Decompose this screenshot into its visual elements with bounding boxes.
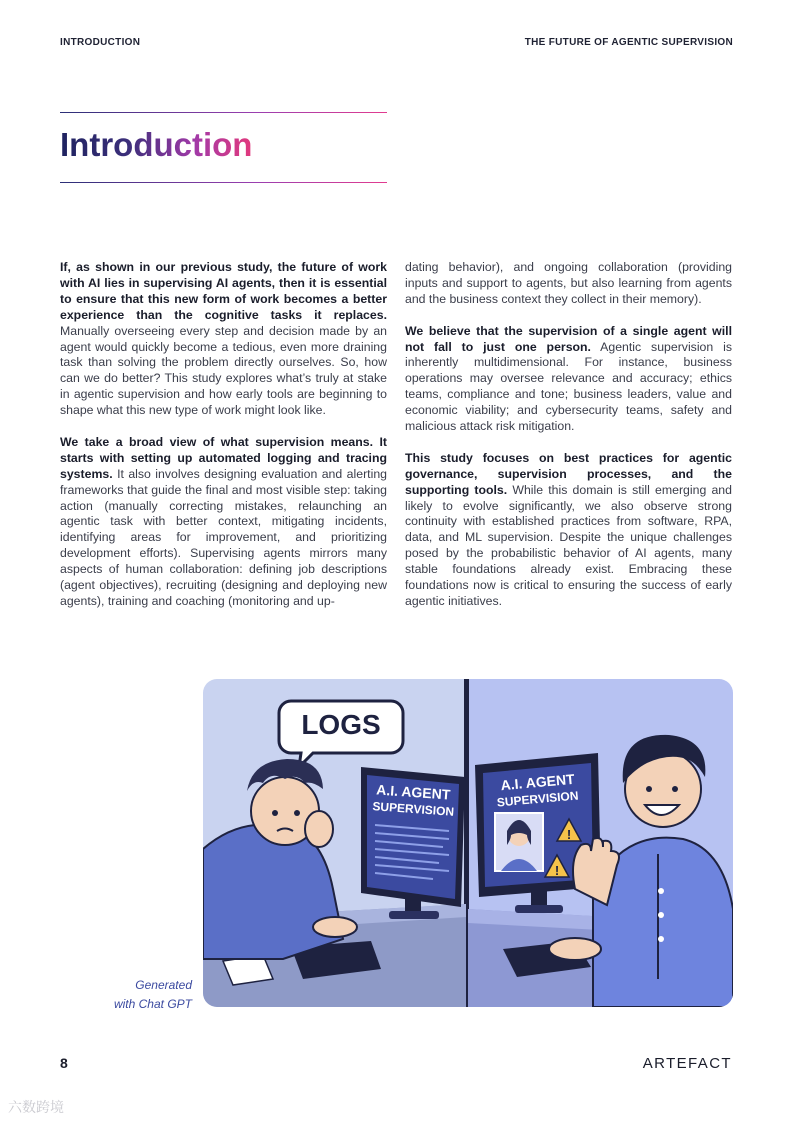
- left-screen-title: A.I. AGENT: [375, 781, 451, 803]
- paragraph-1: [60, 260, 387, 419]
- left-column: [60, 260, 387, 626]
- paragraph-3: [405, 324, 732, 435]
- caption-line-1: Generated: [135, 978, 192, 992]
- right-column: [405, 260, 732, 626]
- right-screen-title: A.I. AGENT: [499, 770, 576, 794]
- running-header-left: INTRODUCTION: [60, 37, 141, 48]
- title-rule-bottom: [60, 182, 387, 183]
- paragraph-3-lead: We believe that the supervision of a single agent will not fall to just one person.: [405, 323, 732, 354]
- paragraph-1-lead: If, as shown in our previous study, the future of work with AI lies in supervising AI agents, then it is essential to ensure that this new form of work becomes a better experience than the cognitive tasks it replaces.: [60, 260, 387, 322]
- supervision-illustration: [203, 679, 733, 1007]
- watermark: 六数跨境: [8, 1099, 64, 1115]
- page-title: Introduction: [60, 124, 252, 166]
- right-screen-subtitle: SUPERVISION: [496, 788, 580, 810]
- svg-text:!: !: [566, 827, 572, 842]
- paragraph-3-body: Agentic supervision is inherently multidimensional. For instance, business operations may oversee relevance and accuracy; ethics teams, compliance and tone; business leaders, value and economic viability; and cybersecurity teams, safety and malicious attack risk mitigation.: [405, 339, 732, 434]
- page-number: 8: [60, 1055, 68, 1071]
- title-rule-top: [60, 112, 387, 113]
- running-header-right: THE FUTURE OF AGENTIC SUPERVISION: [524, 37, 733, 48]
- paragraph-continued: dating behavior), and ongoing collaboration (providing inputs and support to agents, but also learning from agents and the business context they collect in their memory).: [405, 260, 732, 306]
- logs-bubble-text: LOGS: [301, 709, 381, 740]
- paragraph-2-lead: We take a broad view of what supervision means. It starts with setting up automated logging and tracing systems.: [60, 434, 387, 481]
- paragraph-4-lead: This study focuses on best practices for agentic governance, supervision processes, and the supporting tools.: [405, 450, 732, 497]
- svg-text:!: !: [554, 863, 560, 878]
- paragraph-1-body: Manually overseeing every step and decision made by an agent would quickly become a tedious, even more draining task than solving the problem directly ourselves. So, how can we do better? This study explores what’s truly at stake in agentic supervision and how early tools are beginning to shape what this new type of work might look like.: [60, 323, 387, 418]
- paragraph-4: [405, 451, 732, 610]
- left-screen-subtitle: SUPERVISION: [371, 799, 455, 819]
- figure-caption: [96, 976, 192, 1014]
- paragraph-2: [60, 435, 387, 610]
- paragraph-2-body: It also involves designing evaluation and alerting frameworks that guide the final and most visible step: taking action (manually correcting mistakes, relaunching an agentic task with better context, mitigating incidents, identifying areas for improvement, and prioritizing development efforts). Supervising agents mirrors many aspects of human collaboration: defining job descriptions (agent objectives), recruiting (designing and deploying new agents), training and coaching (monitoring and up-: [60, 466, 387, 609]
- caption-line-2: with Chat GPT: [113, 997, 192, 1011]
- paragraph-4-body: While this domain is still emerging and likely to evolve significantly, we also observe strong continuity with established practices from software, RPA, data, and ML supervision. Despite the unique challenges posed by the probabilistic behavior of AI agents, many stable foundations already exist. Embracing these foundations now is critical to ensuring the success of early agentic initiatives.: [405, 482, 732, 608]
- artefact-logo: ARTEFACT: [642, 1055, 732, 1072]
